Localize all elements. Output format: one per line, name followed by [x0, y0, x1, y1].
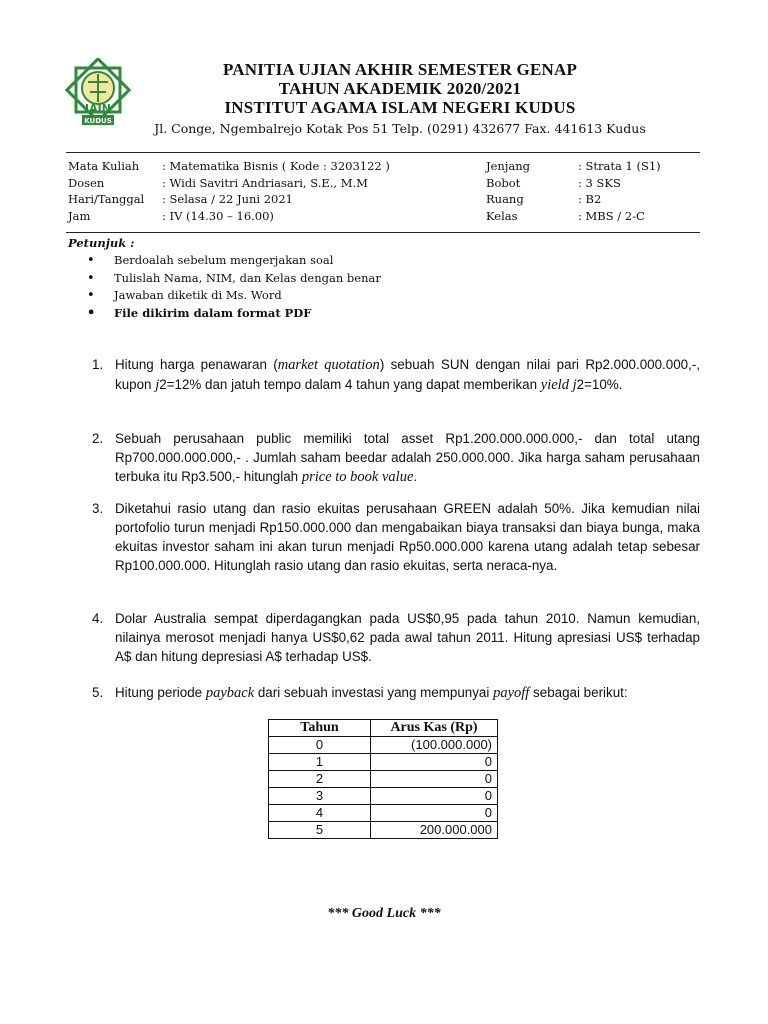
header-rule-top	[66, 152, 700, 153]
text-run: Hitung periode	[115, 685, 206, 700]
instruction-item: • Berdoalah sebelum mengerjakan soal	[114, 252, 381, 270]
cell-arus-kas: 0	[371, 788, 498, 805]
table-row	[269, 822, 498, 839]
table-row	[269, 805, 498, 822]
text-run: dari sebuah investasi yang mempunyai	[254, 685, 494, 700]
question-2	[92, 429, 700, 487]
table-row	[269, 771, 498, 788]
meta-label: Kelas	[486, 208, 518, 223]
table-header-row	[269, 720, 498, 737]
meta-value: : Widi Savitri Andriasari, S.E., M.M	[162, 175, 368, 190]
cell-tahun: 4	[269, 805, 371, 822]
instruction-item: • File dikirim dalam format PDF	[114, 305, 381, 323]
meta-label: Jenjang	[486, 159, 531, 173]
cell-arus-kas: 0	[371, 754, 498, 771]
cell-tahun: 1	[269, 754, 371, 771]
exam-meta-left	[68, 158, 390, 224]
text-run: .	[413, 469, 418, 484]
table-row	[269, 737, 498, 754]
question-text: Dolar Australia sempat diperdagangkan pada US$0,95 pada tahun 2010. Namun kemudian, nilainya merosot menjadi hanya US$0,62 pada awal tahun 2011. Hitung apresiasi US$ terhadap A$ dan hitung depresiasi A$ terhadap US$.	[115, 611, 700, 664]
cell-arus-kas: (100.000.000)	[371, 737, 498, 754]
meta-rule-bottom	[66, 232, 700, 233]
instructions-title: Petunjuk :	[68, 236, 135, 250]
text-run: Hitung harga penawaran (	[115, 357, 278, 372]
text-run-italic: yield j	[540, 377, 577, 393]
header-address: Jl. Conge, Ngembalrejo Kotak Pos 51 Telp. (0291) 432677 Fax. 441613 Kudus	[154, 121, 646, 136]
cell-tahun: 5	[269, 822, 371, 839]
instructions-list	[68, 252, 381, 322]
text-run: Sebuah perusahaan public memiliki total asset Rp1.200.000.000.000,- dan total utang Rp700.000.000.000,- . Jumlah saham beedar adalah 250.000.000. Jika harga saham perusahaan terbuka itu Rp3.500,- hitunglah	[115, 431, 700, 484]
cell-arus-kas: 200.000.000	[371, 822, 498, 839]
svg-text:IAIN: IAIN	[85, 102, 111, 115]
meta-row	[68, 175, 390, 192]
column-header-tahun: Tahun	[269, 720, 371, 737]
meta-value: : Strata 1 (S1)	[578, 159, 661, 173]
cell-arus-kas: 0	[371, 771, 498, 788]
text-run: sebagai berikut:	[529, 685, 628, 700]
meta-value: : 3 SKS	[578, 175, 621, 190]
question-number: 3.	[92, 501, 104, 516]
question-number: 2.	[92, 431, 104, 446]
exam-header	[140, 60, 660, 136]
text-run-italic: j	[155, 377, 160, 393]
question-number: 5.	[92, 685, 104, 700]
text-run-italic: price to book value	[301, 469, 414, 485]
question-1	[92, 355, 700, 395]
exam-meta-right	[486, 158, 661, 224]
meta-label: Hari/Tanggal	[68, 192, 145, 206]
column-header-arus-kas: Arus Kas (Rp)	[371, 720, 498, 737]
good-luck-footer: *** Good Luck ***	[327, 906, 441, 921]
meta-row	[486, 175, 661, 192]
meta-label: Ruang	[486, 192, 524, 206]
question-5	[92, 683, 700, 703]
question-4	[92, 609, 700, 666]
cashflow-table	[268, 719, 498, 839]
cell-tahun: 3	[269, 788, 371, 805]
table-row	[269, 754, 498, 771]
question-text	[115, 429, 700, 487]
question-3	[92, 499, 700, 575]
meta-label: Dosen	[68, 175, 105, 190]
meta-row	[68, 208, 390, 225]
text-run: 2=10%.	[576, 377, 623, 392]
text-run-italic: market quotation	[277, 357, 380, 373]
header-line-1: PANITIA UJIAN AKHIR SEMESTER GENAP	[222, 60, 578, 79]
meta-row	[486, 208, 661, 225]
instructions	[68, 236, 381, 322]
meta-row	[68, 191, 390, 208]
meta-label: Jam	[68, 208, 91, 223]
question-number: 4.	[92, 611, 104, 626]
meta-value: : MBS / 2-C	[578, 208, 645, 223]
header-line-2: TAHUN AKADEMIK 2020/2021	[278, 79, 522, 98]
cell-arus-kas: 0	[371, 805, 498, 822]
question-text	[115, 355, 700, 395]
meta-label: Mata Kuliah	[68, 159, 140, 173]
text-run: ) sebuah SUN dengan nilai pari Rp2.000.000.000,-, kupon	[115, 357, 701, 392]
meta-value: : IV (14.30 – 16.00)	[162, 208, 274, 223]
meta-value: : B2	[578, 192, 602, 206]
text-run: 2=12% dan jatuh tempo dalam 4 tahun yang dapat memberikan	[159, 377, 541, 392]
header-line-3: INSTITUT AGAMA ISLAM NEGERI KUDUS	[224, 98, 576, 117]
meta-value: : Matematika Bisnis ( Kode : 3203122 )	[162, 159, 390, 173]
meta-row	[68, 158, 390, 175]
question-number: 1.	[92, 357, 104, 372]
question-text: Diketahui rasio utang dan rasio ekuitas perusahaan GREEN adalah 50%. Jika kemudian nilai portofolio turun menjadi Rp150.000.000 dan mengabaikan biaya transaksi dan biaya bunga, maka ekuitas investor saham ini akan turun menjadi Rp50.000.000 karena utang adalah tetap sebesar Rp100.000.000. Hitunglah rasio utang dan rasio ekuitas, serta neraca-nya.	[115, 501, 700, 573]
iain-kudus-logo	[62, 58, 134, 130]
cell-tahun: 0	[269, 737, 371, 754]
svg-text:KUDUS: KUDUS	[84, 117, 112, 125]
table-row	[269, 788, 498, 805]
meta-label: Bobot	[486, 175, 521, 190]
text-run-italic: payback	[205, 685, 255, 701]
instruction-item: • Jawaban diketik di Ms. Word	[114, 287, 381, 305]
meta-value: : Selasa / 22 Juni 2021	[162, 192, 294, 206]
question-text	[115, 683, 700, 703]
cell-tahun: 2	[269, 771, 371, 788]
meta-row	[486, 158, 661, 175]
text-run-italic: payoff	[493, 685, 530, 701]
instruction-item: • Tulislah Nama, NIM, dan Kelas dengan benar	[114, 270, 381, 288]
meta-row	[486, 191, 661, 208]
